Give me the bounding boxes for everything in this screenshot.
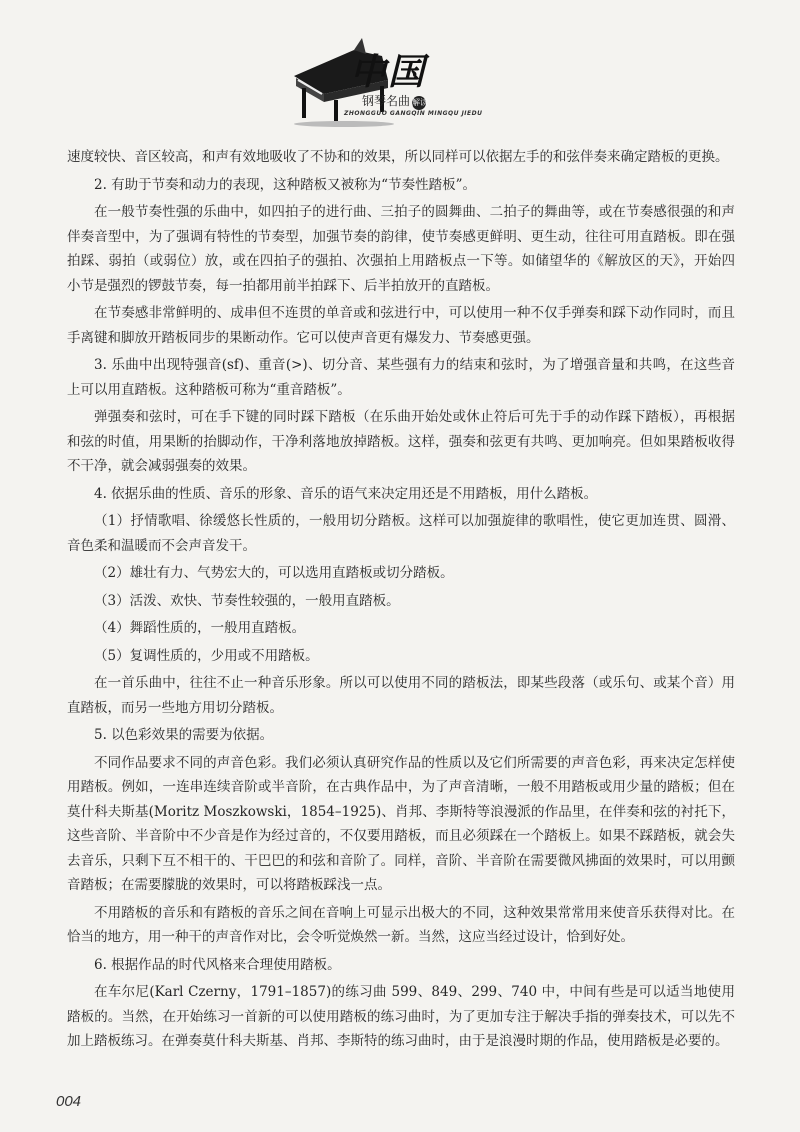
logo-subtitle	[362, 92, 429, 110]
list-item: （5）复调性质的，少用或不用踏板。	[94, 647, 319, 664]
paragraph: 在车尔尼(Karl Czerny，1791–1857)的练习曲 599、849、299、740 中，中间有些是可以适当地使用踏板的。当然，在开始练习一首新的可以使用踏板的练习曲时，为了更加专注于解决手指的弹奏技术，可以先不加上踏板练习。在弹奏莫什科夫斯基、肖邦、李斯特的练习曲时，由于是浪漫时期的作品，使用踏板是必要的。	[67, 984, 735, 1049]
paragraph: 在节奏感非常鲜明的、成串但不连贯的单音或和弦进行中，可以使用一种不仅手弹奏和踩下动作同时，而且手离键和脚放开踏板同步的果断动作。它可以使声音更有爆发力、节奏感更强。	[67, 305, 735, 346]
section-heading: 2. 有助于节奏和动力的表现，这种踏板又被称为“节奏性踏板”。	[94, 176, 476, 193]
list-item: （1）抒情歌唱、徐缓悠长性质的，一般用切分踏板。这样可以加强旋律的歌唱性，使它更加连贯、圆滑、音色柔和温暖而不会声音发干。	[67, 513, 735, 554]
section-heading: 4. 依据乐曲的性质、音乐的形象、音乐的语气来决定用还是不用踏板，用什么踏板。	[94, 485, 598, 502]
paragraph: 不用踏板的音乐和有踏板的音乐之间在音响上可显示出极大的不同，这种效果常常用来使音乐获得对比。在恰当的地方，用一种干的声音作对比，会令听觉焕然一新。当然，这应当经过设计，恰到好处。	[67, 904, 735, 945]
list-item: （4）舞蹈性质的，一般用直踏板。	[94, 620, 306, 636]
logo-subtitle-text: 钢琴名曲	[362, 94, 411, 108]
logo-title: 中国	[350, 51, 427, 93]
list-item: （2）雄壮有力、气势宏大的，可以选用直踏板或切分踏板。	[94, 565, 454, 581]
section-heading: 5. 以色彩效果的需要为依据。	[94, 727, 274, 743]
logo-read-badge: 解读	[412, 96, 426, 110]
paragraph: 在一首乐曲中，往往不止一种音乐形象。所以可以使用不同的踏板法，即某些段落（或乐句、或某个音）用直踏板，而另一些地方用切分踏板。	[67, 675, 735, 716]
page-number: 004	[56, 1093, 82, 1110]
section-heading: 6. 根据作品的时代风格来合理使用踏板。	[94, 956, 341, 973]
page-body	[67, 145, 735, 1054]
book-series-logo	[284, 36, 483, 128]
paragraph: 不同作品要求不同的声音色彩。我们必须认真研究作品的性质以及它们所需要的声音色彩，再来决定怎样使用踏板。例如，一连串连续音阶或半音阶，在古典作品中，为了声音清晰，一般不用踏板或用少量的踏板；但在莫什科夫斯基(Moritz Moszkowski，1854–1925)、肖邦、李斯特等浪漫派的作品里，在伴奏和弦的衬托下，这些音阶、半音阶中不少音是作为经过音的，不仅要用踏板，而且必须踩在一个踏板上。如果不踩踏板，就会失去音乐，只剩下互不相干的、干巴巴的和弦和音阶了。同样，音阶、半音阶在需要微风拂面的效果时，可以用颤音踏板；在需要朦胧的效果时，可以将踏板踩浅一点。	[67, 754, 735, 893]
paragraph: 速度较快、音区较高，和声有效地吸收了不协和的效果，所以同样可以依据左手的和弦伴奏来确定踏板的更换。	[67, 149, 729, 165]
logo-pinyin: ZHONGGUO GANGQIN MINGQU JIEDU	[344, 110, 483, 117]
paragraph: 弹强奏和弦时，可在手下键的同时踩下踏板（在乐曲开始处或休止符后可先于手的动作踩下踏板），再根据和弦的时值，用果断的抬脚动作，干净利落地放掉踏板。这样，强奏和弦更有共鸣、更加响亮。但如果踏板收得不干净，就会减弱强奏的效果。	[67, 409, 735, 474]
paragraph: 在一般节奏性强的乐曲中，如四拍子的进行曲、三拍子的圆舞曲、二拍子的舞曲等，或在节奏感很强的和声伴奏音型中，为了强调有特性的节奏型，加强节奏的韵律，使节奏感更鲜明、更生动，往往可用直踏板。即在强拍踩、弱拍（或弱位）放，或在四拍子的强拍、次强拍上用踏板点一下等。如储望华的《解放区的天》，开始四小节是强烈的锣鼓节奏，每一拍都用前半拍踩下、后半拍放开的直踏板。	[67, 204, 735, 294]
section-heading: 3. 乐曲中出现特强音(sf)、重音(>)、切分音、某些强有力的结束和弦时，为了增强音量和共鸣，在这些音上可以用直踏板。这种踏板可称为“重音踏板”。	[67, 357, 735, 398]
list-item: （3）活泼、欢快、节奏性较强的，一般用直踏板。	[94, 592, 400, 609]
